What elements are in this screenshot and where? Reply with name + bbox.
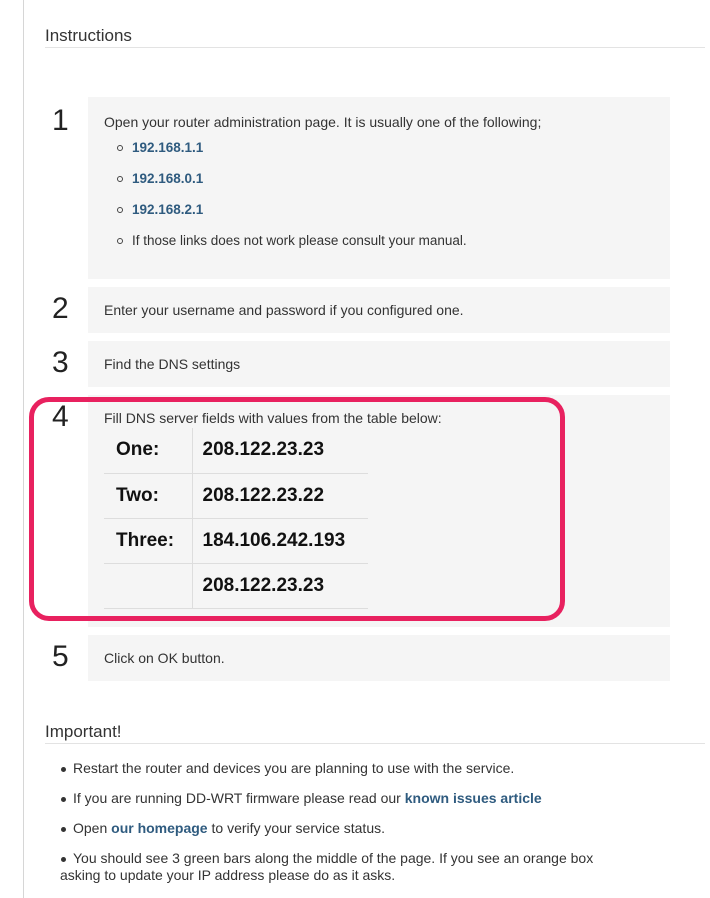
step-3-number: 3 — [52, 346, 69, 379]
important-item-2-text: If you are running DD-WRT firmware please read our — [73, 790, 405, 806]
step-5-number: 5 — [52, 640, 69, 673]
router-link-1[interactable]: 192.168.1.1 — [132, 140, 204, 155]
table-row — [104, 428, 368, 473]
important-divider — [45, 743, 705, 744]
table-row — [104, 518, 368, 563]
step-5-text: Click on OK button. — [104, 650, 225, 666]
step-1-text: Open your router administration page. It is usually one of the following; — [104, 114, 542, 130]
left-border — [23, 0, 24, 898]
list-item — [104, 132, 670, 163]
list-item — [104, 225, 670, 256]
important-item-4-line-1: You should see 3 green bars along the middle of the page. If you see an orange box — [73, 850, 594, 866]
step-1-box — [88, 97, 670, 279]
list-item — [58, 820, 678, 837]
dns-value-three: 184.106.242.193 — [192, 518, 368, 563]
router-address-list — [104, 132, 670, 256]
instructions-divider — [45, 47, 705, 48]
step-2-box — [88, 287, 670, 333]
step-2-text: Enter your username and password if you configured one. — [104, 302, 464, 318]
dns-value-four: 208.122.23.23 — [192, 563, 368, 608]
dns-value-one: 208.122.23.23 — [192, 428, 368, 473]
table-row — [104, 473, 368, 518]
step-3-box — [88, 341, 670, 387]
router-link-3[interactable]: 192.168.2.1 — [132, 202, 204, 217]
known-issues-link[interactable]: known issues article — [404, 790, 542, 806]
dns-server-table — [104, 428, 368, 609]
list-item — [58, 850, 678, 884]
router-link-2[interactable]: 192.168.0.1 — [132, 171, 204, 186]
dns-label-three: Three: — [104, 518, 192, 563]
instructions-title: Instructions — [45, 26, 132, 45]
list-item — [104, 194, 670, 225]
table-row — [104, 563, 368, 608]
dns-value-two: 208.122.23.22 — [192, 473, 368, 518]
step-3-text: Find the DNS settings — [104, 356, 241, 372]
dns-label-one: One: — [104, 428, 192, 473]
step-4-text: Fill DNS server fields with values from the table below: — [104, 410, 442, 426]
step-1-number: 1 — [52, 104, 69, 137]
step-5-box — [88, 635, 670, 681]
dns-label-two: Two: — [104, 473, 192, 518]
homepage-link[interactable]: our homepage — [111, 820, 208, 836]
list-item — [58, 790, 678, 807]
step-4-number: 4 — [52, 400, 69, 433]
important-item-3-text-before: Open — [73, 820, 112, 836]
dns-label-four — [104, 563, 192, 608]
step-2-number: 2 — [52, 292, 69, 325]
important-title: Important! — [45, 722, 122, 741]
manual-note: If those links does not work please consult your manual. — [132, 233, 467, 248]
important-item-1-text: Restart the router and devices you are planning to use with the service. — [73, 760, 515, 776]
list-item — [104, 163, 670, 194]
important-list — [58, 760, 678, 897]
list-item — [58, 760, 678, 777]
important-item-3-text-after: to verify your service status. — [207, 820, 386, 836]
important-item-4-line-2: asking to update your IP address please do as it asks. — [60, 867, 396, 883]
